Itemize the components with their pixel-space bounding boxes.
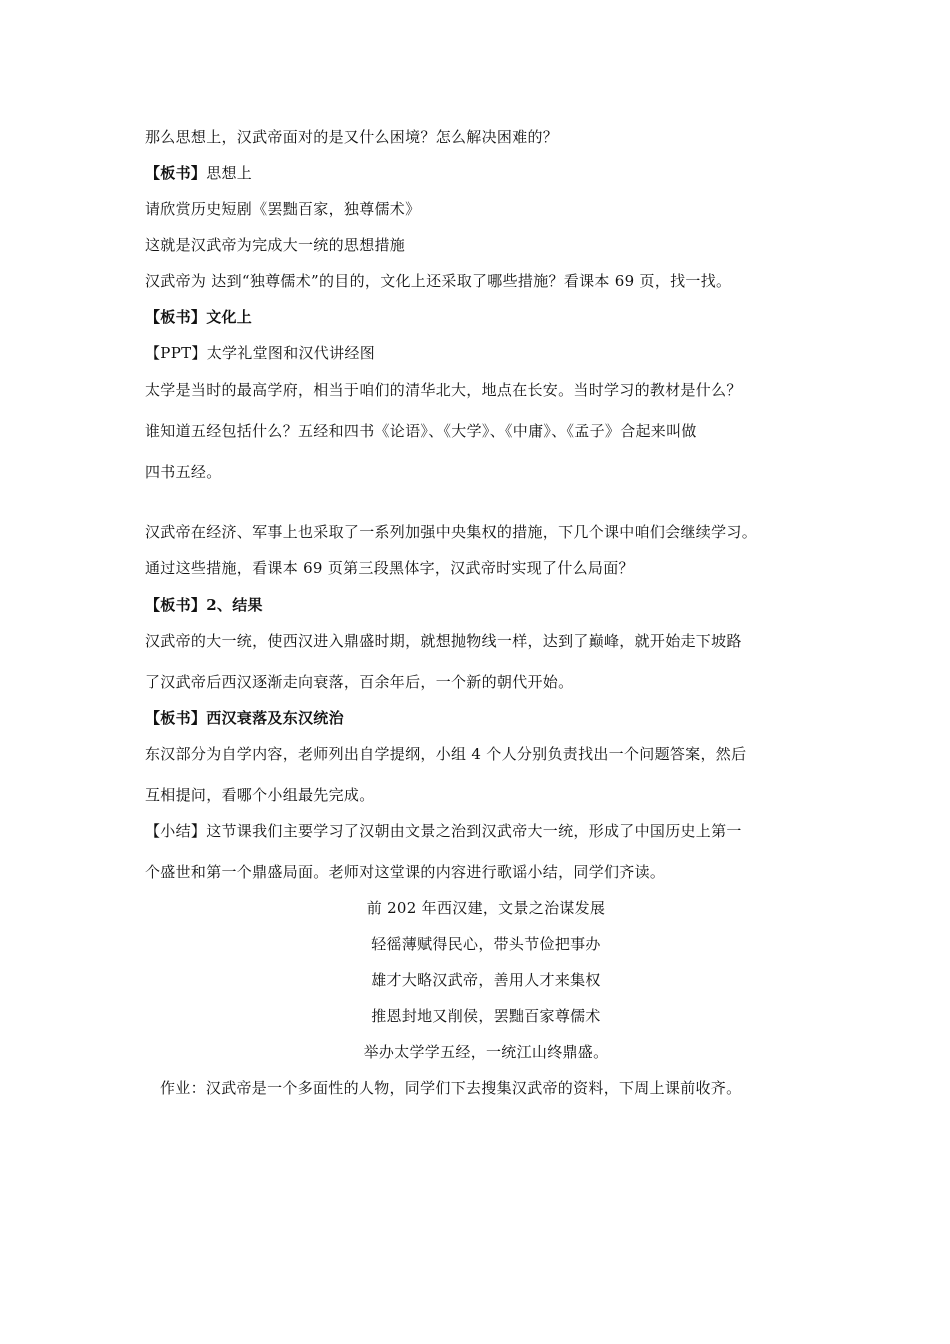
- paragraph-self-study: 东汉部分为自学内容，老师列出自学提纲，小组 4 个人分别负责找出一个问题答案，然后: [145, 745, 747, 763]
- board-note-eastern-han: 【板书】西汉衰落及东汉统治: [145, 709, 344, 727]
- poem-line: 举办太学学五经，一统江山终鼎盛。: [363, 1043, 609, 1061]
- paragraph-group-question: 互相提问，看哪个小组最先完成。: [145, 786, 375, 804]
- ppt-note: 【PPT】太学礼堂图和汉代讲经图: [145, 344, 375, 362]
- paragraph-question: 那么思想上，汉武帝面对的是又什么困境？怎么解决困难的？: [145, 128, 559, 146]
- board-note-result: 【板书】2、结果: [145, 596, 263, 614]
- paragraph-summary-cont: 个盛世和第一个鼎盛局面。老师对这堂课的内容进行歌谣小结，同学们齐读。: [145, 863, 666, 881]
- paragraph-result-question: 通过这些措施，看课本 69 页第三段黑体字，汉武帝时实现了什么局面？: [145, 559, 634, 577]
- paragraph-culture-question: 汉武帝为 达到“独尊儒术”的目的，文化上还采取了哪些措施？看课本 69 页，找一找。: [145, 272, 732, 290]
- paragraph-thought-measure: 这就是汉武帝为完成大一统的思想措施: [145, 236, 406, 254]
- board-note-thought: [145, 163, 252, 183]
- poem-line: 雄才大略汉武帝，善用人才来集权: [371, 971, 601, 989]
- paragraph-drama: 请欣赏历史短剧《罢黜百家，独尊儒术》: [145, 200, 421, 218]
- poem-line: 前 202 年西汉建，文景之治谋发展: [366, 899, 606, 917]
- paragraph-summary: 【小结】这节课我们主要学习了汉朝由文景之治到汉武帝大一统，形成了中国历史上第一: [145, 822, 742, 840]
- paragraph-taixue: 太学是当时的最高学府，相当于咱们的清华北大，地点在长安。当时学习的教材是什么？: [145, 381, 742, 399]
- paragraph-economy-military: 汉武帝在经济、军事上也采取了一系列加强中央集权的措施，下几个课中咱们会继续学习。: [145, 523, 758, 541]
- paragraph-wujing: 谁知道五经包括什么？五经和四书《论语》、《大学》、《中庸》、《孟子》合起来叫做: [145, 422, 697, 440]
- paragraph-decline: 了汉武帝后西汉逐渐走向衰落，百余年后，一个新的朝代开始。: [145, 673, 574, 691]
- board-note-text: 思想上: [206, 164, 253, 182]
- board-label: 【板书】: [145, 164, 207, 182]
- homework-note: 作业：汉武帝是一个多面性的人物，同学们下去搜集汉武帝的资料，下周上课前收齐。: [160, 1079, 742, 1097]
- board-note-culture: 【板书】文化上: [145, 308, 253, 326]
- poem-line: 推恩封地又削侯，罢黜百家尊儒术: [371, 1007, 601, 1025]
- paragraph-peak: 汉武帝的大一统，使西汉进入鼎盛时期，就想抛物线一样，达到了巅峰，就开始走下坡路: [145, 632, 742, 650]
- poem-line: 轻徭薄赋得民心，带头节俭把事办: [371, 935, 601, 953]
- paragraph-sishu-wujing: 四书五经。: [145, 463, 222, 481]
